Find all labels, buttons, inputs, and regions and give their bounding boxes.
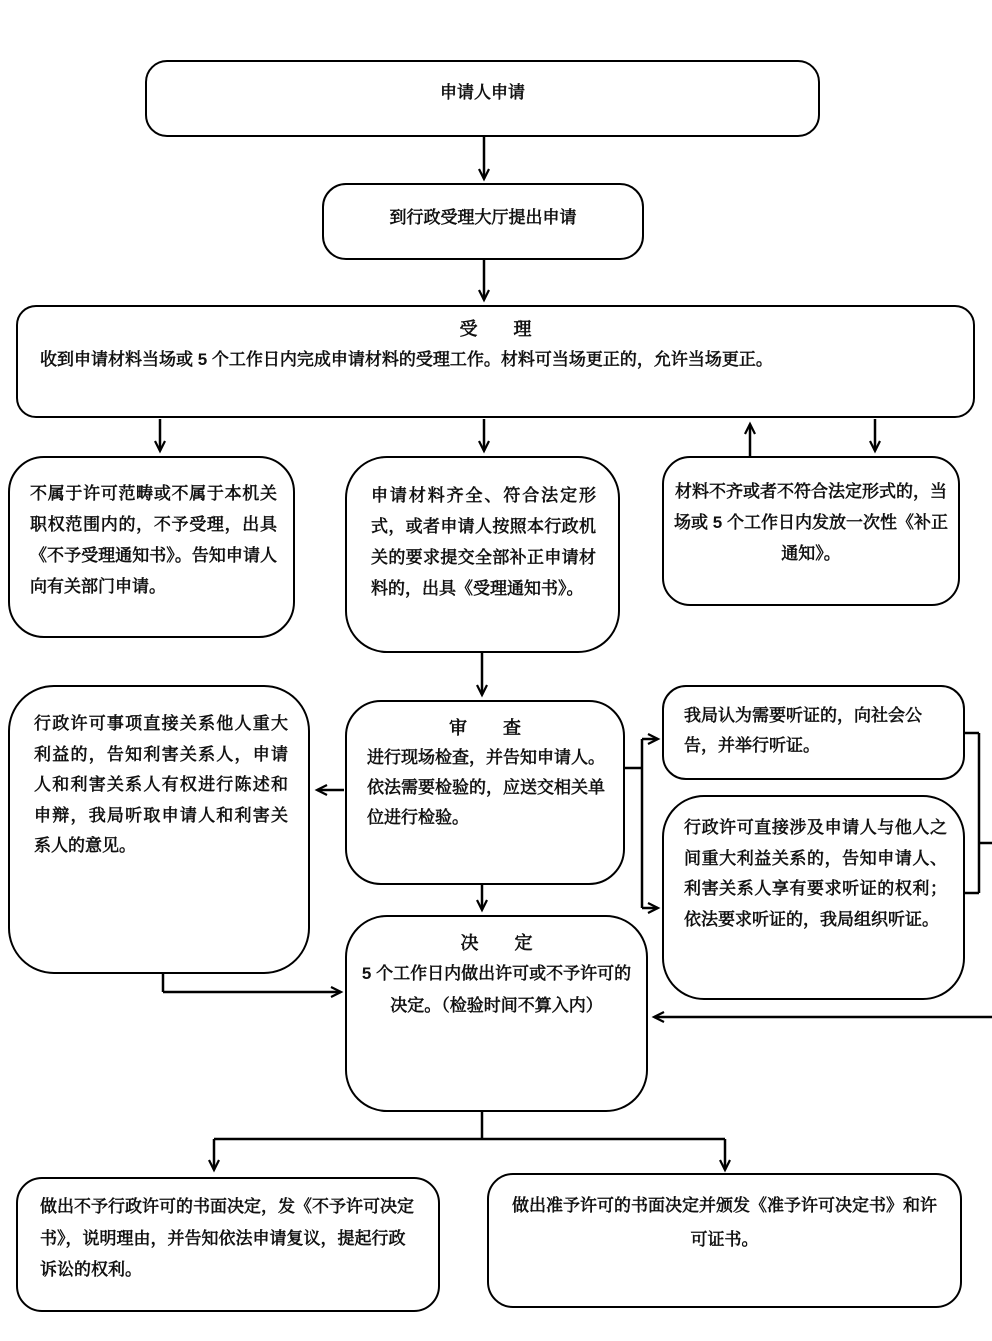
node-materials-incomplete-label: 材料不齐或者不符合法定形式的，当场或 5 个工作日内发放一次性《补正通知》。 (674, 482, 948, 563)
node-stakeholders-label: 行政许可事项直接关系他人重大利益的，告知利害关系人，申请人和利害关系人有权进行陈述和申辩，我局听取申请人和利害关系人的意见。 (34, 714, 288, 855)
node-hearing-parties-label: 行政许可直接涉及申请人与他人之间重大利益关系的，告知申请人、利害关系人享有要求听证的权利；依法要求听证的，我局组织听证。 (684, 818, 947, 929)
node-decision-body: 5 个工作日内做出许可或不予许可的决定。（检验时间不算入内） (361, 964, 632, 1015)
node-approval (487, 1173, 962, 1308)
node-not-accepted-label: 不属于许可范畴或不属于本机关职权范围内的，不予受理，出具《不予受理通知书》。告知申请人向有关部门申请。 (30, 484, 277, 596)
node-not-accepted (8, 456, 295, 638)
node-materials-complete-label: 申请材料齐全、符合法定形式，或者申请人按照本行政机关的要求提交全部补正申请材料的，出具《受理通知书》。 (371, 486, 596, 598)
node-decision (345, 915, 648, 1112)
node-stakeholders (8, 685, 310, 974)
node-approval-label: 做出准予许可的书面决定并颁发《准予许可决定书》和许可证书。 (512, 1196, 937, 1249)
node-materials-complete (345, 456, 620, 653)
node-applicant-label: 申请人申请 (440, 83, 525, 102)
node-accept-body: 收到申请材料当场或 5 个工作日内完成申请材料的受理工作。材料可当场更正的，允许当场更正。 (40, 350, 773, 369)
node-review (345, 700, 625, 885)
node-denial-label: 做出不予行政许可的书面决定，发《不予许可决定书》，说明理由，并告知依法申请复议，提起行政诉讼的权利。 (40, 1197, 414, 1279)
node-accept-title: 受 理 (459, 319, 532, 339)
node-accept (16, 305, 975, 418)
node-hall (322, 183, 644, 260)
node-hearing-public (662, 685, 965, 780)
node-denial (16, 1177, 440, 1312)
node-review-title: 审 查 (449, 718, 521, 738)
node-hearing-parties (662, 795, 965, 1000)
node-applicant (145, 60, 820, 137)
node-hearing-public-label: 我局认为需要听证的，向社会公告，并举行听证。 (684, 706, 922, 755)
node-decision-title: 决 定 (460, 933, 533, 953)
node-hall-label: 到行政受理大厅提出申请 (389, 208, 577, 227)
node-materials-incomplete (662, 456, 960, 606)
node-review-body: 进行现场检查，并告知申请人。依法需要检验的，应送交相关单位进行检验。 (367, 748, 605, 827)
